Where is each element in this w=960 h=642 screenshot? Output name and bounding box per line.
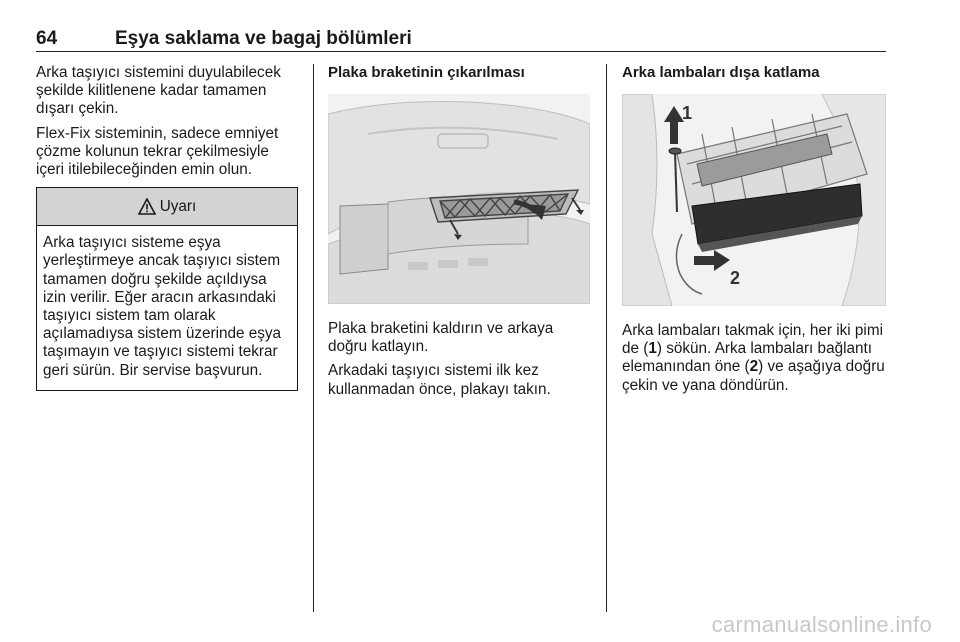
ref-1: 1: [648, 340, 657, 358]
page-number: 64: [36, 28, 58, 49]
column-left: [36, 64, 298, 391]
paragraph: Arkadaki taşıyıcı sistemi ilk kez kullanmadan önce, plakayı takın.: [328, 362, 551, 398]
column-middle: [328, 64, 590, 405]
figure-label-2: 2: [730, 268, 741, 288]
warning-triangle-icon: [138, 198, 156, 215]
watermark: carmanualsonline.info: [711, 612, 932, 637]
rear-lamp-folding-illustration: [622, 94, 886, 306]
ref-2: 2: [749, 358, 759, 376]
warning-box: [36, 187, 298, 391]
warning-header: [37, 188, 297, 226]
warning-label: Uyarı: [159, 197, 197, 215]
figure-label-1: 1: [682, 103, 693, 123]
warning-text: Arka taşıyıcı sisteme eşya yerleştirmeye ancak taşıyıcı sistem tamamen doğru şekilde açıldıysa izin verilir. Eğer aracın arkasındaki taşıyıcı sistem tam olarak açılamadıysa sistem üzerinde eşya taşımayın ve taşıyıcı sistemi tekrar geri sürün. Bir servise başvurun.: [43, 234, 282, 379]
paragraph: Plaka braketini kaldırın ve arkaya doğru katlayın.: [328, 320, 554, 356]
license-plate-bracket-illustration: [328, 94, 590, 304]
bracket-drawing: [328, 94, 590, 304]
paragraph: Flex-Fix sisteminin, sadece emniyet çözme kolunun tekrar çekilmesiyle içeri itilebileceğinden emin olun.: [36, 124, 279, 179]
paragraph: Arka lambaları takmak için, her iki pimi de (1) sökün. Arka lambaları bağlantı elemanından öne (2) ve aşağıya doğru çekin ve yana döndürün.: [622, 322, 885, 394]
rear-lamp-drawing: [622, 94, 886, 306]
paragraph: Arka taşıyıcı sistemini duyulabilecek şekilde kilitlenene kadar tamamen dışarı çekin.: [36, 64, 281, 118]
column-divider: [313, 64, 314, 612]
section-heading: Plaka braketinin çıkarılması: [328, 64, 525, 81]
column-right: [622, 64, 886, 401]
column-divider: [606, 64, 607, 612]
section-heading: Arka lambaları dışa katlama: [622, 64, 820, 81]
page-title: Eşya saklama ve bagaj bölümleri: [115, 28, 412, 49]
page-header: [36, 28, 886, 52]
